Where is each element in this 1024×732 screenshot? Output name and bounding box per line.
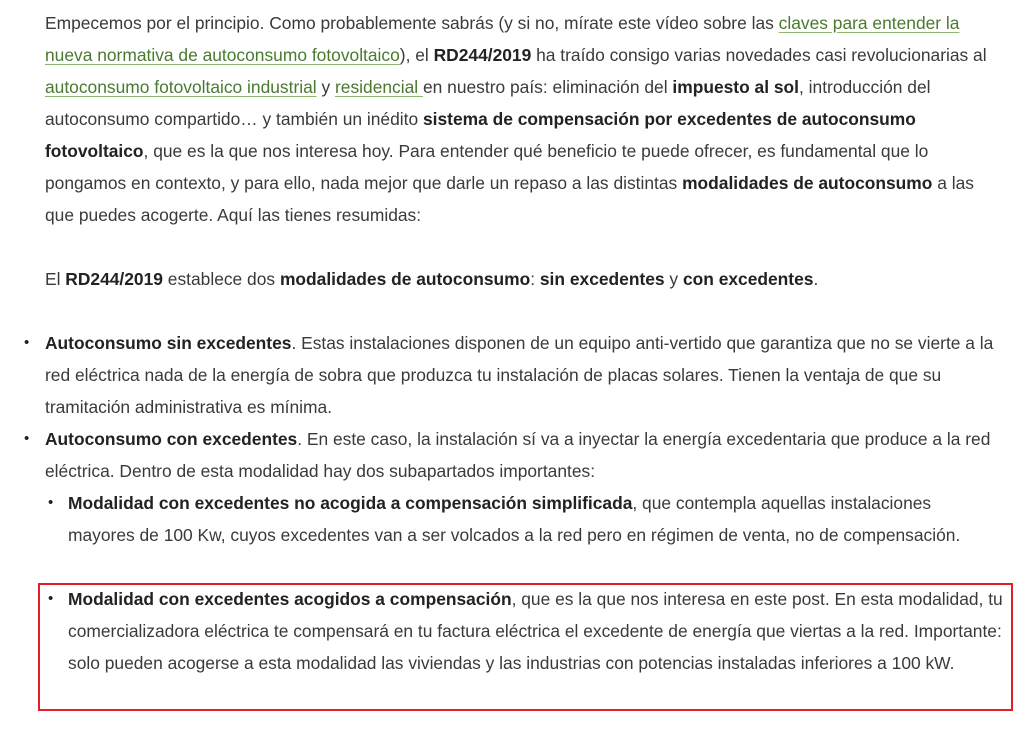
item-title: Autoconsumo sin excedentes [45,333,292,353]
text-run: establece dos [162,269,280,289]
bullet-icon: • [48,494,54,511]
bullet-icon: • [24,430,30,447]
bold-sistema-compensacion: sistema de compensación por excedentes de autoconsumo fotovoltaico [45,109,916,161]
bold-modalidades: modalidades de autoconsumo [279,269,531,289]
sublist-item-no-compensacion [48,487,988,551]
item-text: . Estas instalaciones disponen de un equipo anti-vertido que garantiza que no se vierte a la red eléctrica nada de la energía de sobra que produzca tu instalación de placas solares. Tienen la ventaja de que su tramitación administrativa es mínima. [45,333,994,417]
text-run: El [45,269,66,289]
list-item-con-excedentes [24,423,997,487]
item-title: Autoconsumo con excedentes [45,429,298,449]
item-title: Modalidad con excedentes no acogida a compensación simplificada [68,493,633,513]
text-run: , introducción del autoconsumo compartido… y también un inédito [45,77,931,129]
item-text: , que es la que nos interesa en este post. En esta modalidad, tu comercializadora eléctrica te compensará en tu factura eléctrica el excedente de energía que viertas a la red. Importante: solo pueden acogerse a esta modalidad las viviendas y las industrias con potencias instaladas inferiores a 100 kW. [68,589,1003,673]
text-run: : [530,269,540,289]
text-run: ha traído consigo varias novedades casi revolucionarias al [531,45,987,65]
link-residencial[interactable]: residencial [335,77,423,97]
text-run: a las que puedes acogerte. Aquí las tienes resumidas: [45,173,974,225]
item-text: , que contempla aquellas instalaciones mayores de 100 Kw, cuyos excedentes van a ser volcados a la red pero en régimen de venta, no de compensación. [68,493,961,545]
bold-impuesto-sol: impuesto al sol [672,77,799,97]
bold-con-excedentes: con excedentes [682,269,814,289]
list-item-sin-excedentes [24,327,997,423]
bold-rd244: RD244/2019 [433,45,532,65]
item-text: . En este caso, la instalación sí va a inyectar la energía excedentaria que produce a la red eléctrica. Dentro de esta modalidad hay dos subapartados importantes: [45,429,991,481]
bullet-icon: • [48,590,54,607]
bold-rd244: RD244/2019 [65,269,163,289]
text-run: . [813,269,819,289]
bullet-icon: • [24,334,30,351]
text-run: y [664,269,683,289]
text-run: Empecemos por el principio. Como probablemente sabrás (y si no, mírate este vídeo sobre las [45,13,779,33]
link-claves-normativa[interactable]: claves para entender la nueva normativa de autoconsumo fotovoltaico [45,13,960,65]
text-run: , que es la que nos interesa hoy. Para entender qué beneficio te puede ofrecer, es fundamental que lo pongamos en contexto, y para ello, nada mejor que darle un repaso a las distintas [45,141,929,193]
modalidades-paragraph [45,263,997,295]
bold-modalidades: modalidades de autoconsumo [682,173,933,193]
text-run: en nuestro país: eliminación del [422,77,673,97]
intro-paragraph [45,7,997,231]
link-autoconsumo-industrial[interactable]: autoconsumo fotovoltaico industrial [45,77,317,97]
highlight-box [38,583,1013,711]
bold-sin-excedentes: sin excedentes [539,269,665,289]
text-run: ), el [399,45,434,65]
item-title: Modalidad con excedentes acogidos a compensación [68,589,512,609]
text-run: y [316,77,336,97]
